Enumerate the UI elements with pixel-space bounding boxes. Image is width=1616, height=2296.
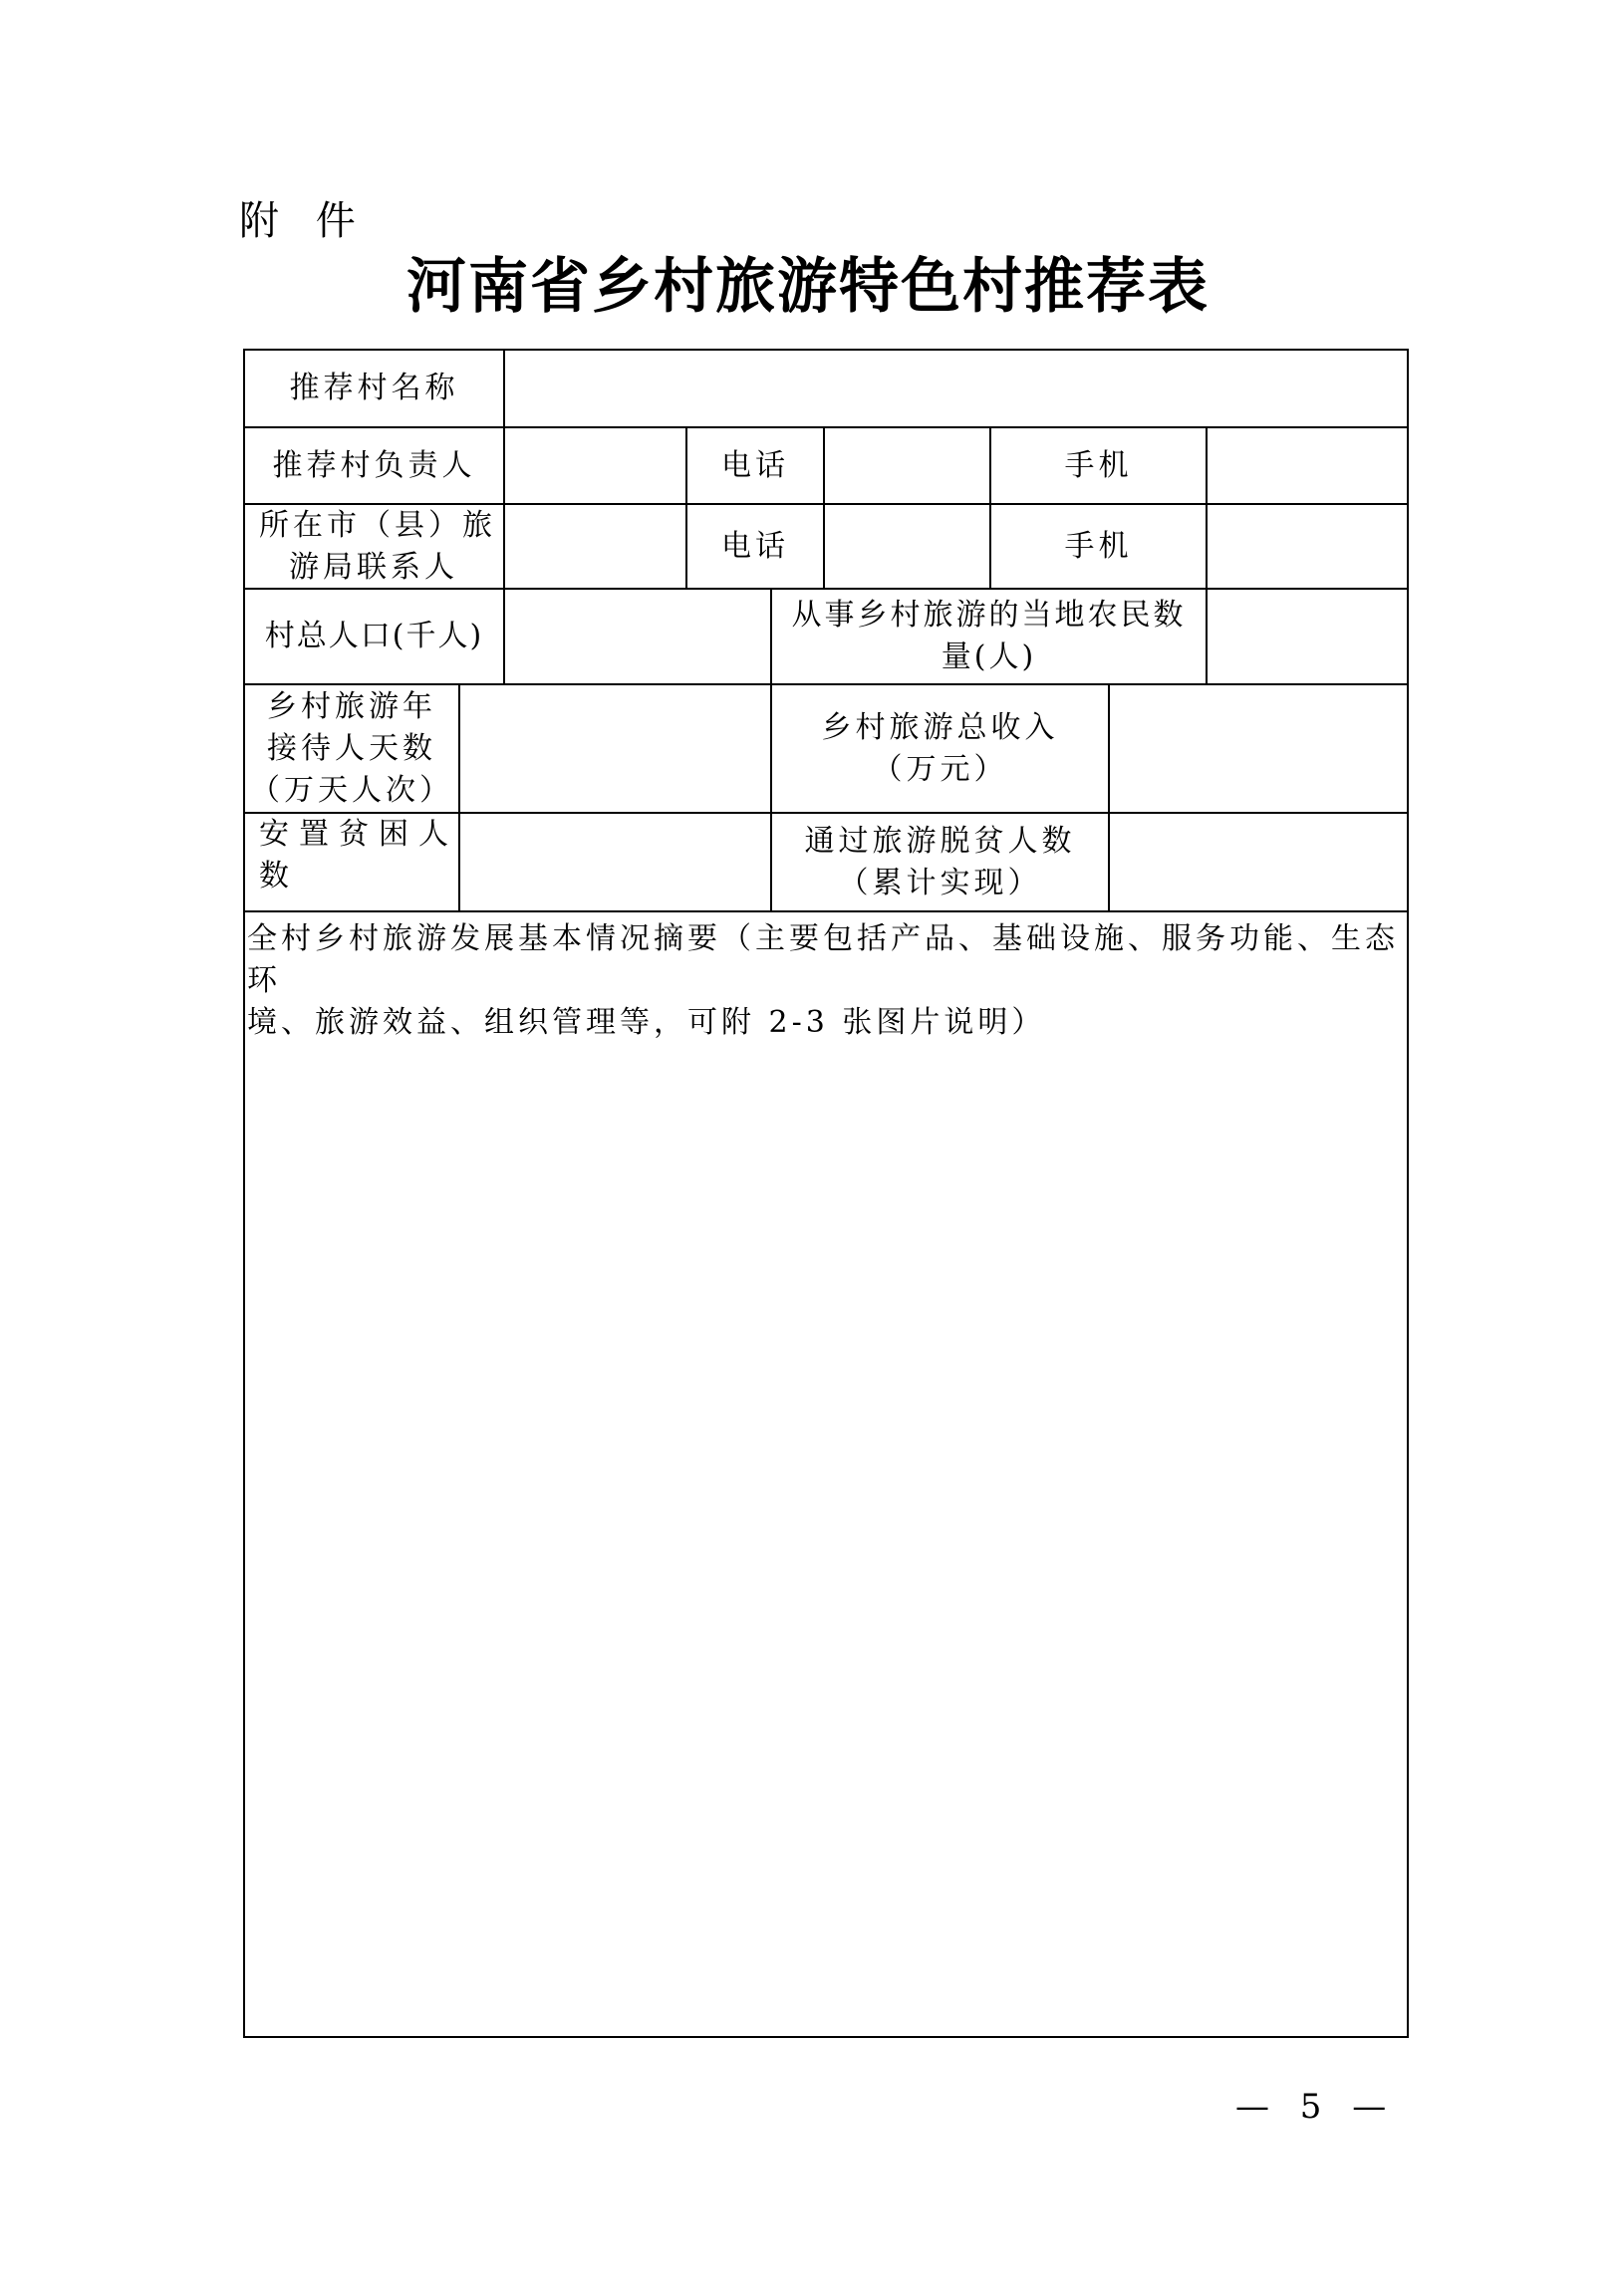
contact-phone-field[interactable] (825, 505, 989, 588)
summary-line1: 全村乡村旅游发展基本情况摘要（主要包括产品、基础设施、服务功能、生态环 (247, 921, 1399, 998)
local-farmers-label (772, 590, 1206, 683)
tourism-bureau-contact-label (245, 505, 503, 588)
relief-label-line1: 通过旅游脱贫人数 (804, 823, 1076, 859)
total-population-label: 村总人口(千人) (264, 619, 484, 653)
contact-phone-label: 电话 (721, 528, 789, 564)
development-summary-field[interactable] (245, 1006, 1407, 2034)
local-farmers-field[interactable] (1208, 590, 1407, 683)
village-name-field[interactable] (505, 351, 1407, 426)
village-name-label: 推荐村名称 (289, 371, 459, 405)
total-income-field[interactable] (1110, 685, 1407, 812)
poverty-label-line2: 数 (259, 859, 293, 893)
attachment-label: 附 件 (239, 198, 368, 244)
reception-label-line2: 接待人天数 (267, 730, 436, 766)
village-leader-field[interactable] (505, 428, 685, 503)
table-border-bottom (245, 2036, 1409, 2038)
poverty-relief-label (772, 814, 1108, 910)
village-leader-label: 推荐村负责人 (272, 447, 476, 483)
poverty-placement-label (245, 814, 458, 910)
total-income-label (772, 685, 1108, 812)
leader-phone-field[interactable] (825, 428, 989, 503)
tourism-bureau-contact-field[interactable] (505, 505, 685, 588)
poverty-relief-field[interactable] (1110, 814, 1407, 910)
poverty-placement-field[interactable] (460, 814, 770, 910)
leader-mobile-label: 手机 (1064, 447, 1133, 483)
reception-label-line1: 乡村旅游年 (267, 688, 436, 724)
reception-label-line3: （万天人次） (250, 772, 453, 808)
page-number: — 5 — (1235, 2087, 1397, 2127)
annual-reception-field[interactable] (460, 685, 770, 812)
leader-phone-label: 电话 (721, 447, 789, 483)
contact-mobile-field[interactable] (1208, 505, 1407, 588)
income-label-line1: 乡村旅游总收入 (821, 709, 1059, 745)
contact-label-line2: 游局联系人 (289, 549, 458, 585)
summary-line2: 境、旅游效益、组织管理等，可附 2-3 张图片说明） (247, 1005, 1046, 1040)
contact-label-line1: 所在市（县）旅 (259, 507, 496, 543)
table-border-right (1407, 349, 1409, 2038)
contact-mobile-label: 手机 (1064, 528, 1133, 564)
relief-label-line2: （累计实现） (838, 865, 1042, 900)
farmers-label-line1: 从事乡村旅游的当地农民数 (791, 598, 1187, 633)
leader-mobile-field[interactable] (1208, 428, 1407, 503)
page-title: 河南省乡村旅游特色村推荐表 (406, 252, 1210, 322)
annual-reception-label (245, 685, 458, 812)
farmers-label-line2: 量(人) (941, 639, 1037, 674)
row-divider (245, 910, 1409, 912)
poverty-label-line1: 安置贫困人 (259, 817, 458, 852)
income-label-line2: （万元） (872, 751, 1008, 787)
total-population-field[interactable] (505, 590, 770, 683)
